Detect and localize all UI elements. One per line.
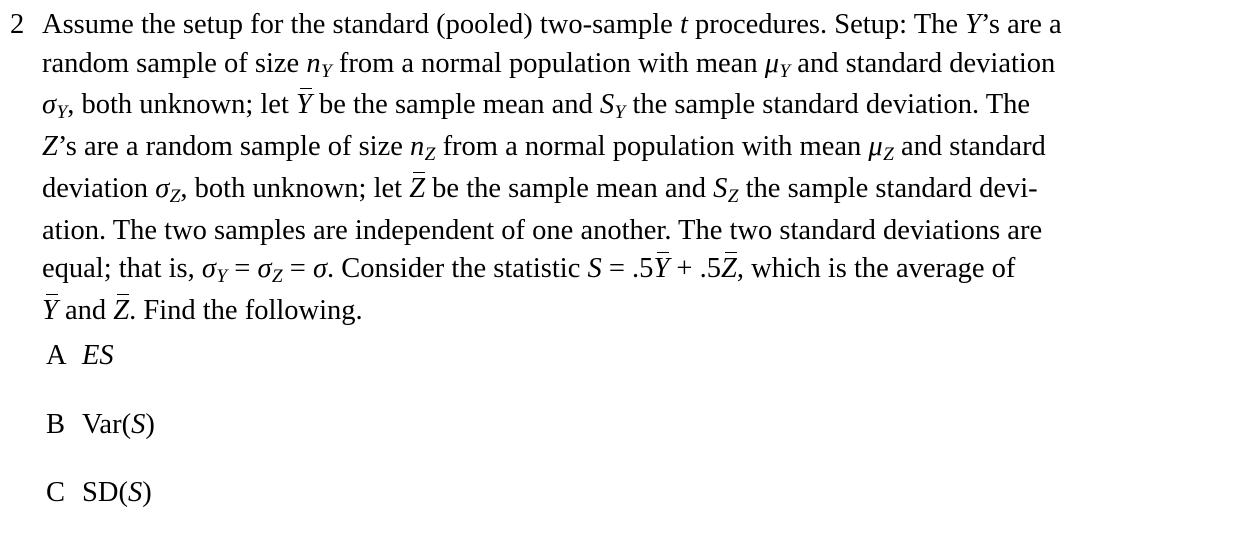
problem-number: 2 (10, 9, 25, 40)
math-mu: μ (764, 47, 780, 79)
part-expression: ES (82, 340, 114, 371)
math-subscript: Y (320, 60, 332, 82)
math-subscript: Z (169, 185, 181, 207)
text-fragment: be the sample mean and (432, 172, 706, 204)
text-fragment: from a normal population with mean (338, 47, 758, 79)
part-c (46, 474, 155, 513)
statement-line-8 (42, 292, 1194, 331)
text-fragment: ation. The two samples are independent of one another. The two standard deviations are (42, 214, 1043, 246)
text-fragment: and standard deviation (797, 47, 1056, 79)
part-a (46, 337, 155, 376)
math-subscript: Z (424, 144, 436, 166)
statement-line-3 (42, 86, 1194, 128)
part-letter: A (46, 340, 67, 371)
math-subscript: Y (56, 102, 68, 124)
math-fragment: = .5 (608, 253, 654, 285)
math-t: t (679, 9, 688, 40)
math-subscript: Z (271, 266, 283, 288)
math-subscript: Y (614, 102, 626, 124)
function-name: Var (82, 408, 122, 440)
parts-list (46, 337, 155, 543)
text-fragment: ’s are a (981, 9, 1062, 40)
math-subscript: Z (727, 185, 739, 207)
text-fragment: the sample standard deviation. The (632, 89, 1031, 121)
math-Y-bar: Y (653, 250, 669, 289)
part-letter: C (46, 477, 66, 509)
text-fragment: ’s are a random sample of size (57, 131, 403, 163)
text-fragment: and (64, 294, 107, 326)
statement-line-7 (42, 250, 1194, 292)
math-Y-bar: Y (42, 292, 58, 331)
math-S: S (713, 172, 728, 204)
math-mu: μ (868, 131, 883, 163)
text-fragment: , both unknown; let (67, 89, 289, 121)
statement-line-4 (42, 128, 1194, 170)
text-fragment: from a normal population with mean (442, 131, 862, 163)
part-expression: S (127, 477, 143, 509)
math-S: S (599, 89, 615, 121)
math-Z-bar: Z (113, 292, 129, 331)
part-expression: S (131, 408, 146, 440)
statement-line-2 (42, 45, 1194, 87)
part-b (46, 406, 155, 445)
paren-close: ) (142, 477, 152, 509)
text-fragment: . Consider the statistic (327, 253, 581, 285)
statement-line-5 (42, 170, 1194, 212)
math-subscript: Z (883, 144, 894, 166)
math-S: S (587, 253, 602, 285)
math-sigma: σ (201, 253, 216, 285)
statement-line-1 (42, 6, 1194, 45)
math-n: n (306, 47, 321, 79)
math-Y-bar: Y (296, 86, 312, 125)
text-fragment: deviation (42, 172, 149, 204)
text-fragment: . Find the following. (129, 294, 363, 326)
text-fragment: , which is the average of (736, 253, 1016, 285)
problem-statement (42, 6, 1194, 331)
function-name: SD (82, 477, 119, 509)
math-sigma: σ (155, 172, 170, 204)
math-sigma: σ (42, 89, 57, 121)
paren-open: ( (118, 477, 128, 509)
math-equals: = (234, 253, 251, 285)
math-sigma: σ (312, 253, 328, 285)
statement-line-6 (42, 212, 1194, 251)
text-fragment: the sample standard devi- (745, 172, 1038, 204)
math-fragment: + .5 (676, 253, 721, 285)
part-letter: B (46, 408, 66, 440)
math-Z: Z (42, 131, 58, 163)
math-Z-bar: Z (409, 170, 425, 209)
text-fragment: Assume the setup for the standard (pooled) two-sample (42, 9, 673, 40)
text-fragment: random sample of size (42, 47, 300, 79)
paren-close: ) (145, 408, 155, 440)
math-subscript: Y (779, 60, 791, 82)
text-fragment: , both unknown; let (180, 172, 403, 204)
text-fragment: equal; that is, (42, 253, 195, 285)
math-sigma: σ (257, 253, 272, 285)
math-subscript: Y (216, 266, 228, 288)
text-fragment: be the sample mean and (318, 89, 593, 121)
paren-open: ( (121, 408, 132, 440)
math-n: n (410, 131, 425, 163)
text-fragment: procedures. Setup: The (694, 9, 959, 40)
math-Z-bar: Z (721, 250, 737, 289)
math-equals: = (289, 253, 306, 285)
text-fragment: and standard (900, 131, 1046, 163)
math-Y: Y (965, 9, 981, 40)
